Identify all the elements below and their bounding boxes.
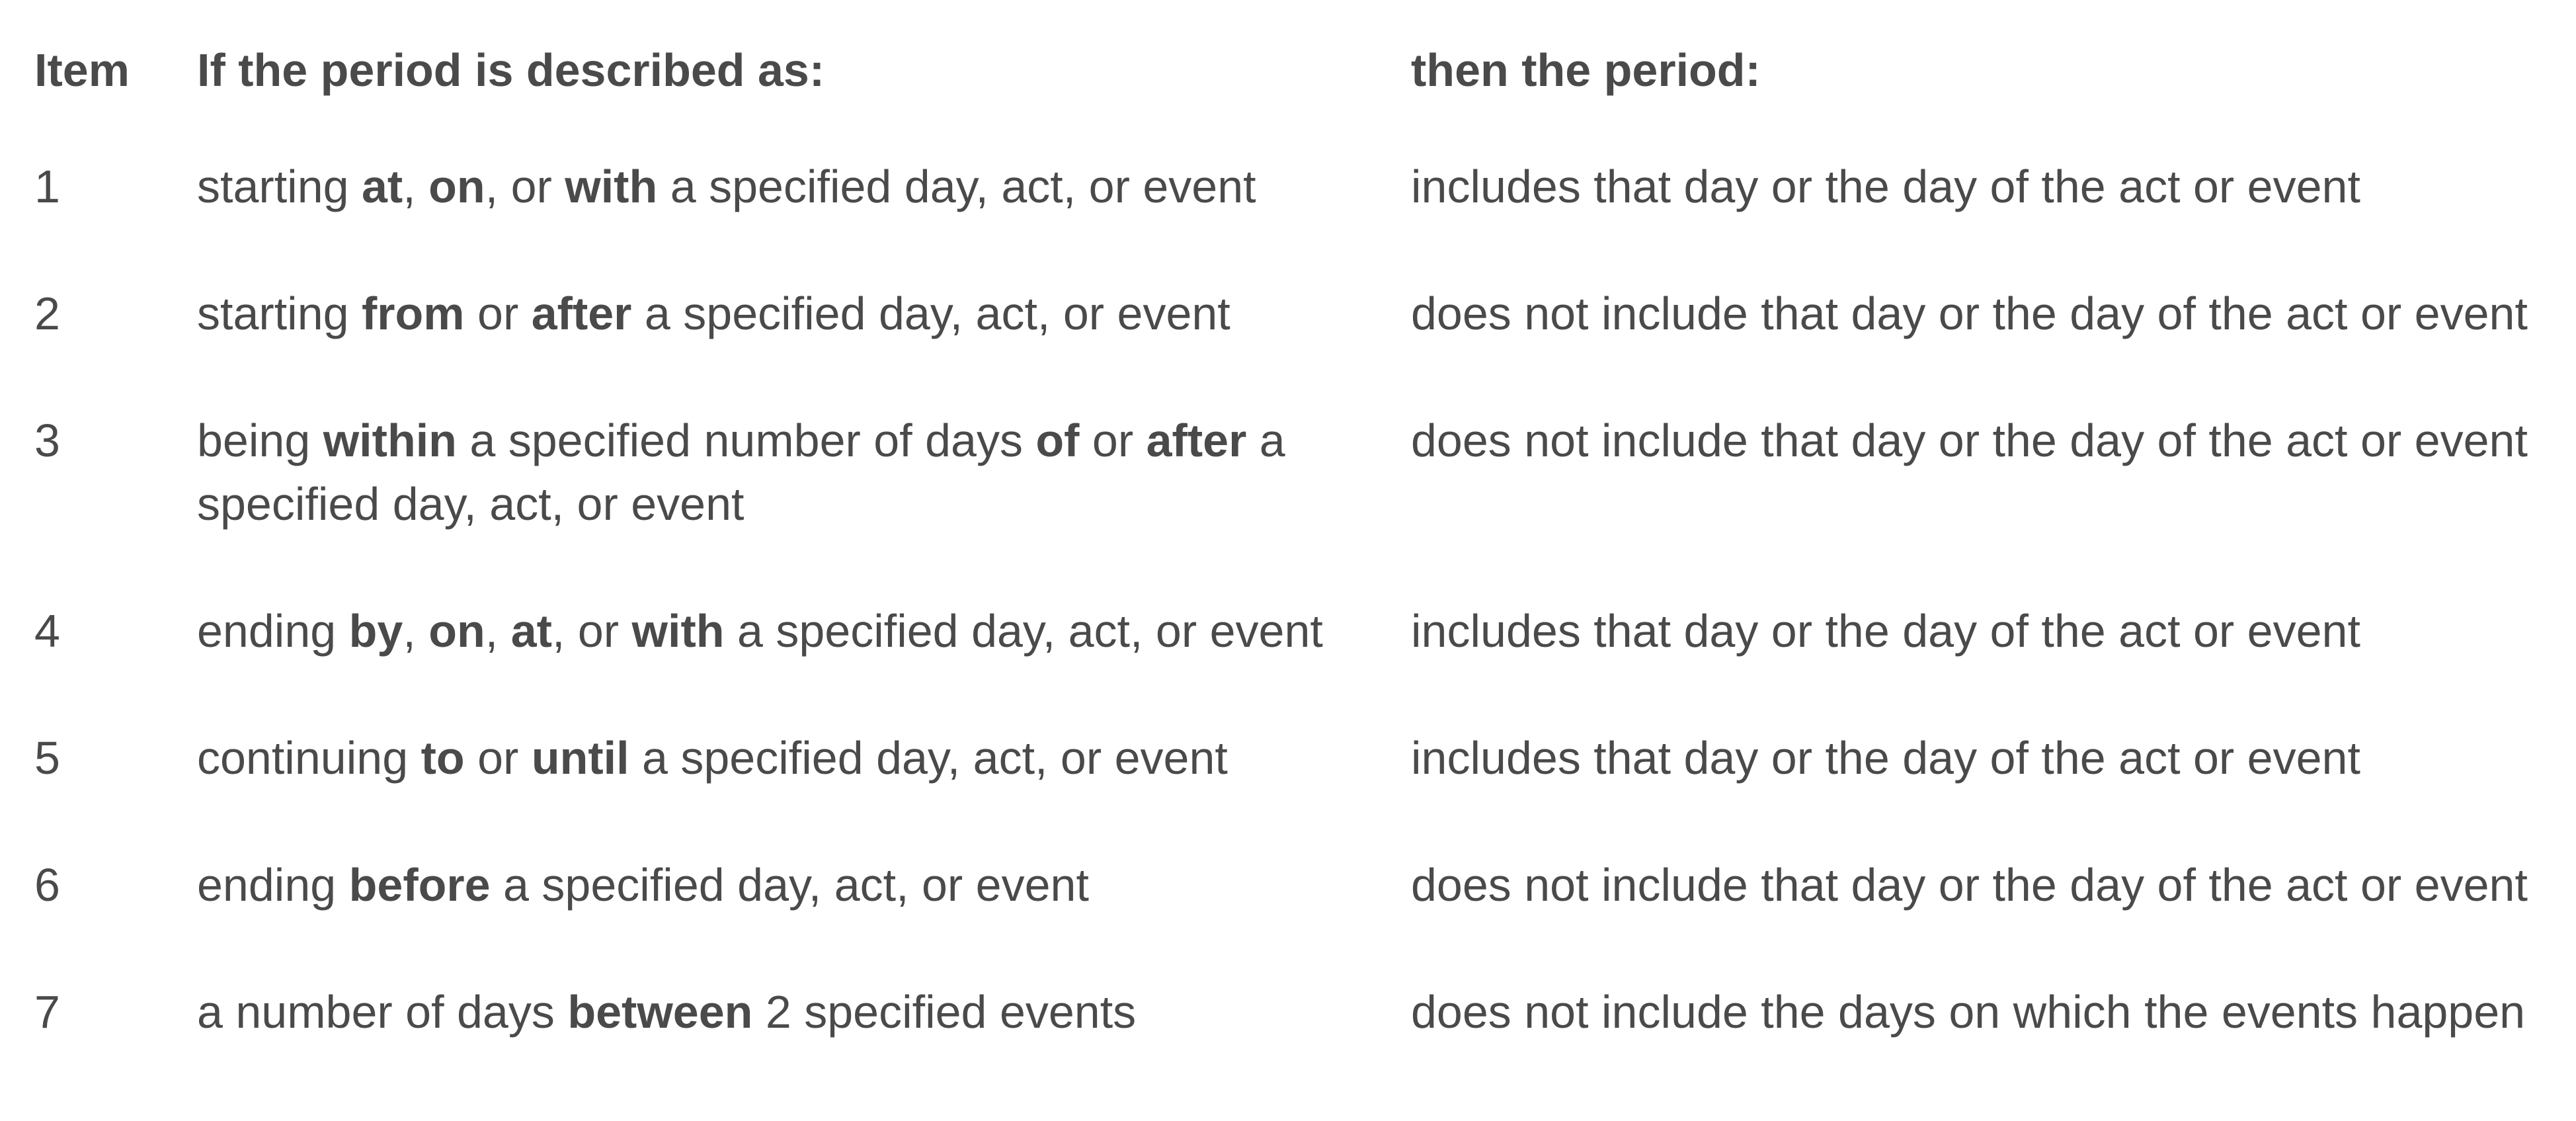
description-text: a specified day, act, or event <box>197 415 1285 530</box>
row-description <box>197 817 1411 944</box>
description-keyword: after <box>1146 415 1247 466</box>
row-description <box>197 690 1411 817</box>
table-row <box>34 690 2573 817</box>
description-keyword: on <box>428 161 485 212</box>
description-keyword: to <box>421 732 465 784</box>
description-text: a specified day, act, or event <box>657 161 1256 212</box>
description-keyword: of <box>1035 415 1080 466</box>
description-keyword: until <box>531 732 629 784</box>
row-description <box>197 563 1411 690</box>
table-header <box>34 26 2573 119</box>
description-text: starting <box>197 288 362 339</box>
description-keyword: before <box>348 859 491 911</box>
description-text: , <box>403 605 429 657</box>
row-item-number: 1 <box>34 161 60 212</box>
table-row <box>34 563 2573 690</box>
table-row <box>34 119 2573 246</box>
description-text: or <box>464 732 532 784</box>
description-keyword: at <box>362 161 403 212</box>
table-row <box>34 944 2573 1071</box>
row-item-number: 5 <box>34 732 60 784</box>
header-item: Item <box>34 44 130 96</box>
row-description <box>197 119 1411 246</box>
header-row <box>34 26 2573 119</box>
row-description <box>197 373 1411 563</box>
row-item-number: 3 <box>34 415 60 466</box>
header-result: then the period: <box>1411 44 1761 96</box>
row-result: does not include that day or the day of the act or event <box>1411 288 2528 339</box>
table-row <box>34 373 2573 563</box>
description-keyword: with <box>565 161 658 212</box>
row-item-number: 7 <box>34 986 60 1038</box>
row-result: does not include the days on which the events happen <box>1411 986 2526 1038</box>
description-text: a specified day, act, or event <box>631 288 1230 339</box>
description-text: ending <box>197 605 349 657</box>
description-text: or <box>1079 415 1147 466</box>
description-keyword: between <box>567 986 753 1038</box>
row-result: does not include that day or the day of the act or event <box>1411 415 2528 466</box>
period-rules-table <box>34 26 2573 1071</box>
description-keyword: after <box>531 288 632 339</box>
description-text: a specified day, act, or event <box>490 859 1089 911</box>
row-item-number: 4 <box>34 605 60 657</box>
description-keyword: on <box>428 605 485 657</box>
description-keyword: from <box>362 288 465 339</box>
description-text: a specified day, act, or event <box>629 732 1228 784</box>
table-body <box>34 119 2573 1071</box>
row-result: includes that day or the day of the act or event <box>1411 732 2360 784</box>
description-text: a number of days <box>197 986 568 1038</box>
description-text: or <box>464 288 532 339</box>
row-item-number: 6 <box>34 859 60 911</box>
description-text: a specified number of days <box>456 415 1036 466</box>
row-description <box>197 944 1411 1071</box>
description-text: , or <box>485 161 565 212</box>
description-text: , <box>403 161 429 212</box>
description-text: ending <box>197 859 349 911</box>
row-result: does not include that day or the day of the act or event <box>1411 859 2528 911</box>
description-text: continuing <box>197 732 421 784</box>
description-text: , or <box>551 605 632 657</box>
row-result: includes that day or the day of the act or event <box>1411 605 2360 657</box>
description-keyword: at <box>510 605 552 657</box>
row-result: includes that day or the day of the act or event <box>1411 161 2360 212</box>
description-keyword: by <box>348 605 403 657</box>
description-text: a specified day, act, or event <box>724 605 1323 657</box>
header-description: If the period is described as: <box>197 44 825 96</box>
table-row <box>34 817 2573 944</box>
description-keyword: within <box>323 415 457 466</box>
description-text: starting <box>197 161 362 212</box>
description-keyword: with <box>631 605 725 657</box>
description-text: 2 specified events <box>752 986 1137 1038</box>
row-item-number: 2 <box>34 288 60 339</box>
description-text: , <box>485 605 511 657</box>
description-text: being <box>197 415 323 466</box>
row-description <box>197 246 1411 373</box>
table-row <box>34 246 2573 373</box>
